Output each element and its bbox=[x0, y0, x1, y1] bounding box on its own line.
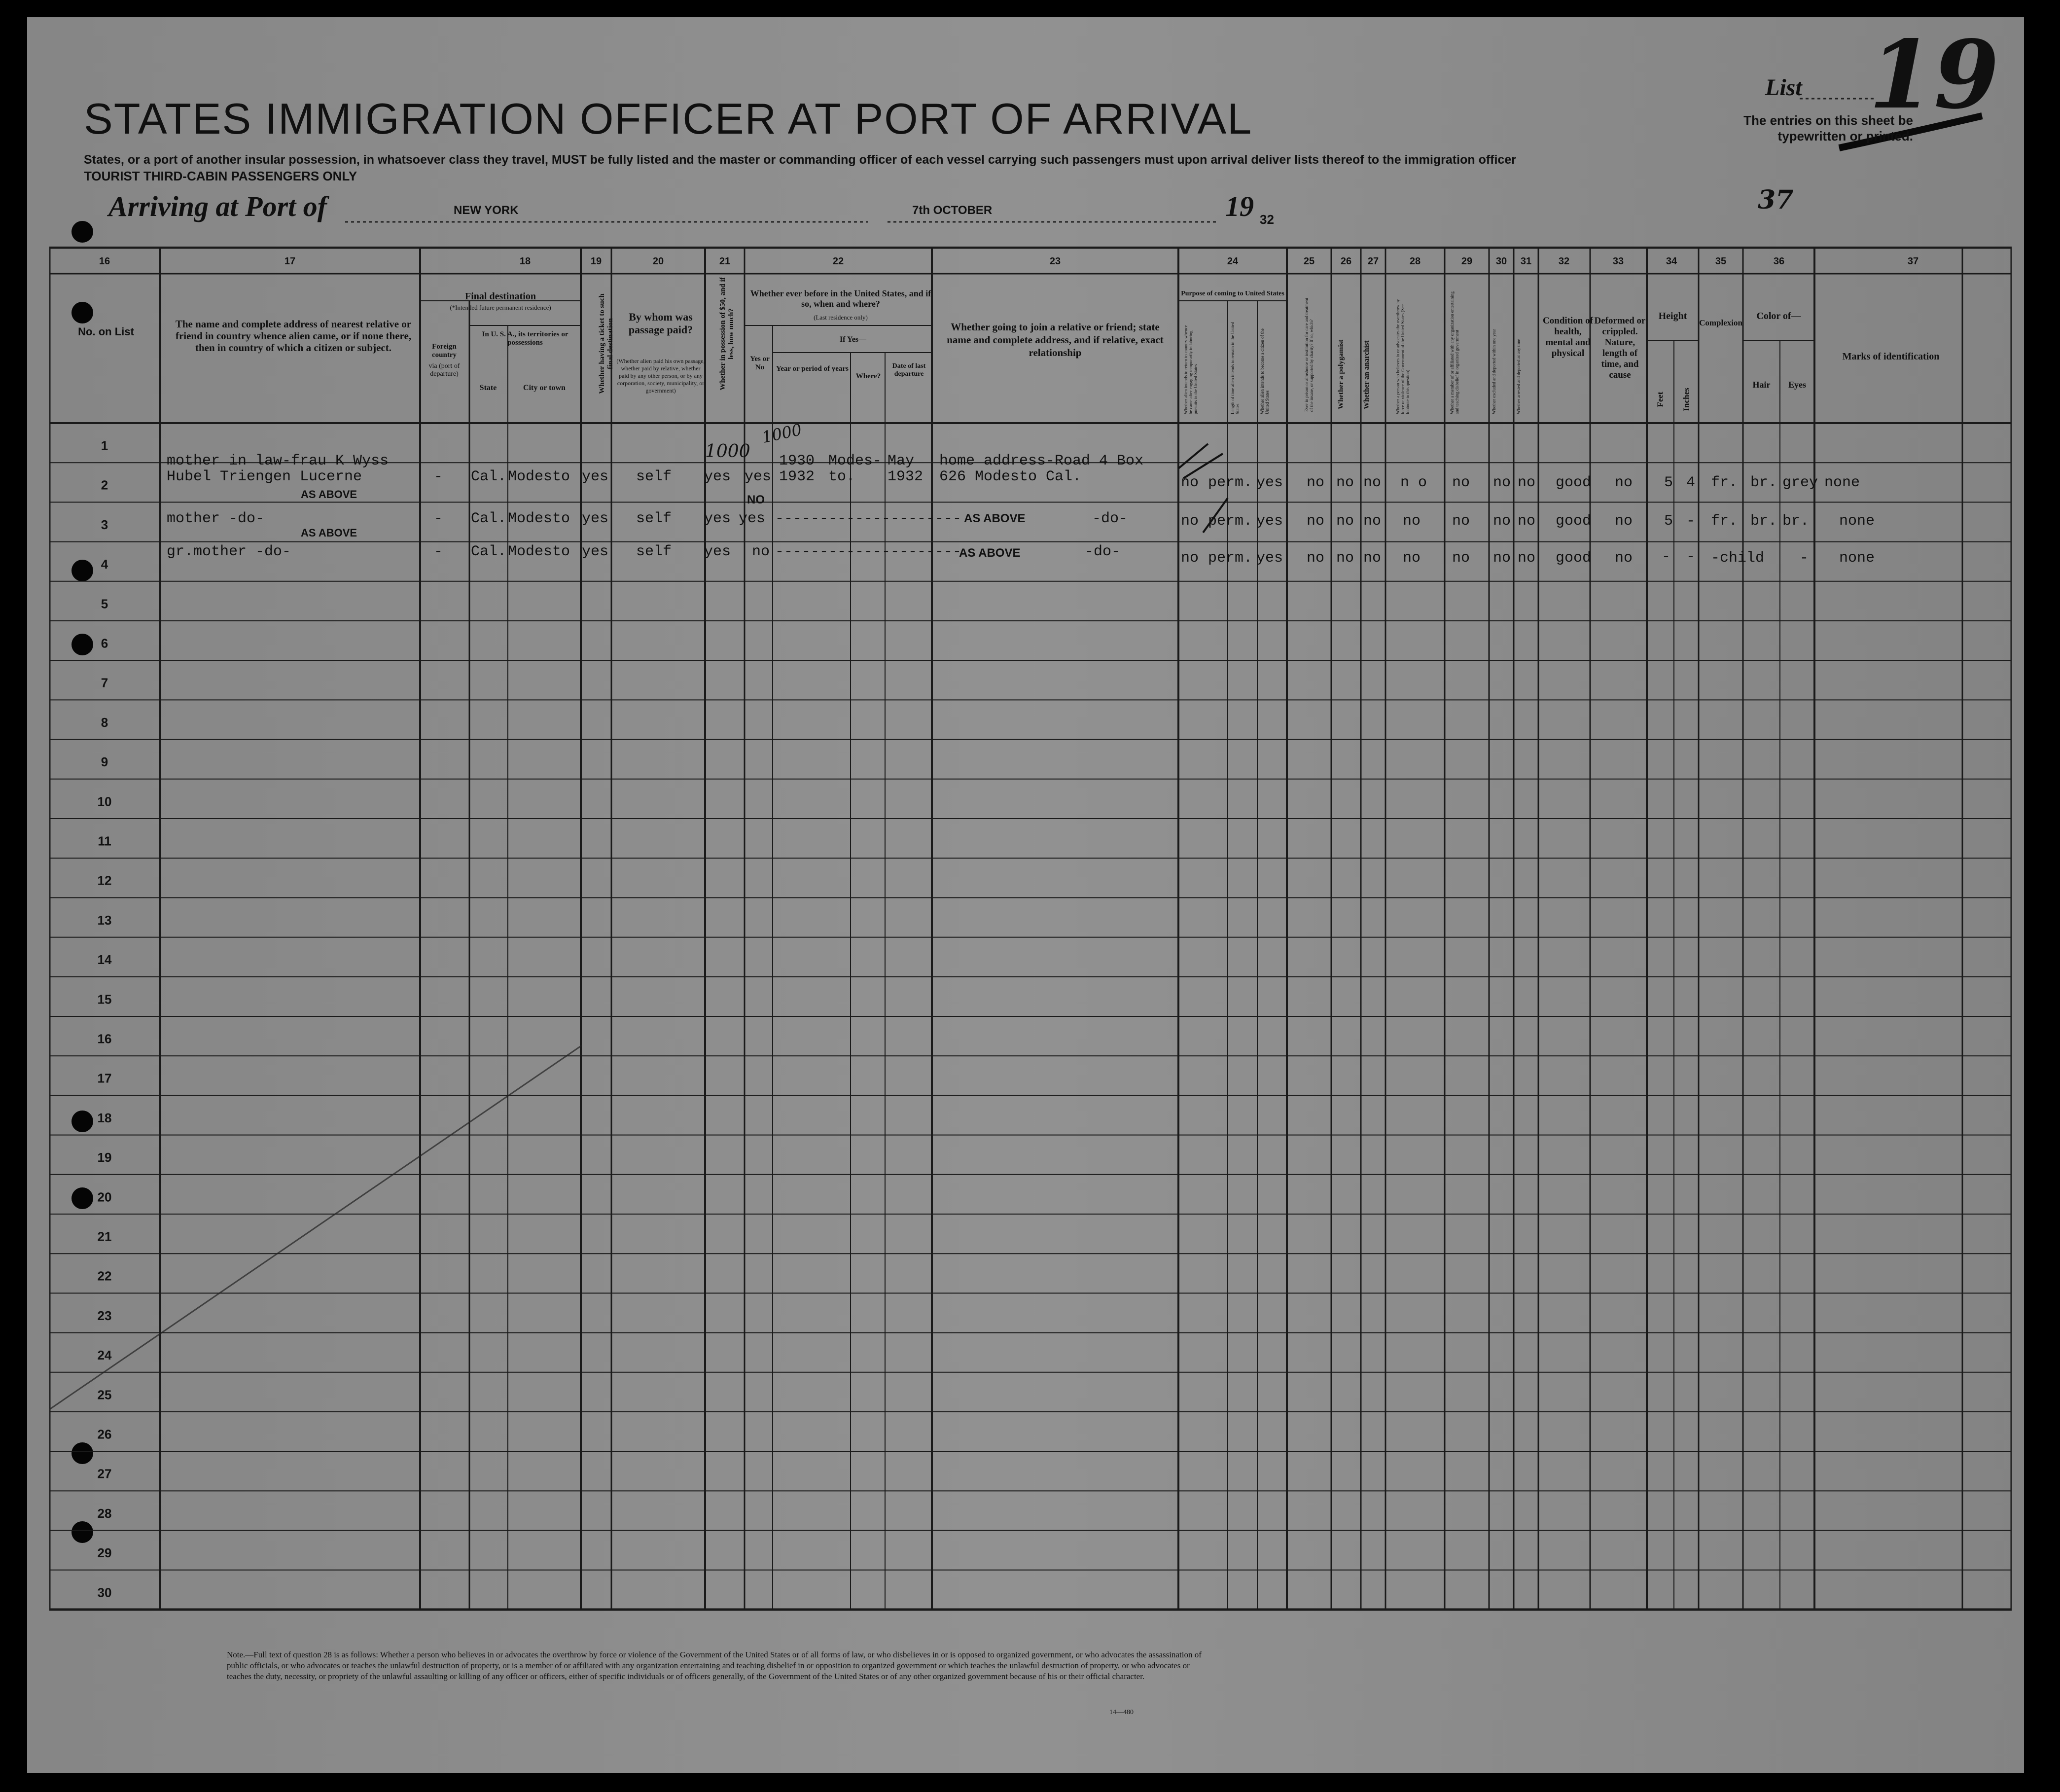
column-number: 22 bbox=[832, 256, 844, 267]
row3-city: Modesto bbox=[508, 543, 570, 560]
row3-above-label: AS ABOVE bbox=[301, 527, 357, 539]
header-feet: Feet bbox=[1655, 392, 1665, 407]
column-number: 16 bbox=[99, 256, 110, 267]
row3-marks: none bbox=[1839, 550, 1875, 567]
row-number: 4 bbox=[101, 557, 108, 572]
row2-q30: no bbox=[1493, 513, 1511, 530]
row1-marks: none bbox=[1824, 474, 1860, 491]
column-number: 20 bbox=[652, 256, 664, 267]
row3-year-dashes: --------------------- bbox=[775, 543, 962, 560]
row2-year-dashes: --------------------- bbox=[775, 510, 962, 527]
header-before-in-us: Whether ever before in the United States, and if so, when and where? bbox=[750, 288, 931, 309]
column-number: 28 bbox=[1409, 256, 1421, 267]
header-ticket: Whether having a ticket to such final destination bbox=[598, 293, 614, 394]
header-money: Whether in possession of $50, and if less, how much? bbox=[719, 277, 735, 391]
header-before-in-us-note: (Last residence only) bbox=[814, 314, 868, 321]
row2-city: Modesto bbox=[508, 510, 570, 527]
row2-state: Cal. bbox=[471, 510, 507, 527]
row1-year: 1930 bbox=[779, 453, 815, 469]
row1-hair: br. bbox=[1750, 474, 1777, 491]
row-number: 26 bbox=[97, 1427, 112, 1442]
row-number: 16 bbox=[97, 1031, 112, 1046]
row2-eyes: br. bbox=[1782, 513, 1810, 530]
row1-eyes: grey bbox=[1782, 474, 1818, 491]
header-state: State bbox=[479, 384, 497, 392]
column-number: 21 bbox=[719, 256, 731, 267]
row2-before: yes bbox=[739, 510, 766, 527]
row-number: 19 bbox=[97, 1150, 112, 1165]
arriving-label: Arriving at Port of bbox=[108, 190, 327, 222]
row3-q30: no bbox=[1493, 550, 1511, 567]
row2-relative: mother -do- bbox=[167, 510, 265, 527]
header-q28: Whether a person who believes in or advocates the overthrow by force or violence of the Government of the United States (See footnote to this question) bbox=[1395, 299, 1410, 414]
row-number: 6 bbox=[101, 636, 108, 651]
row1-where2: to. bbox=[828, 468, 855, 485]
row1-state: Cal. bbox=[471, 468, 507, 485]
header-if-yes: If Yes— bbox=[839, 335, 867, 344]
column-number: 18 bbox=[519, 256, 531, 267]
row1-purpose-b: perm. bbox=[1208, 474, 1253, 491]
row1-deformed: no bbox=[1615, 474, 1633, 491]
header-q30: Whether excluded and deported within one year bbox=[1492, 329, 1496, 414]
row3-anarchist: no bbox=[1363, 550, 1382, 567]
row3-ticket: yes bbox=[582, 543, 609, 560]
row3-joining-do: -do- bbox=[1085, 543, 1121, 560]
header-final-destination: Final destination bbox=[465, 291, 536, 302]
year-suffix: 32 bbox=[1260, 212, 1274, 227]
row1-departure2: 1932 bbox=[888, 468, 923, 485]
column-number: 17 bbox=[284, 256, 296, 267]
row-number: 30 bbox=[97, 1585, 112, 1600]
row-number: 25 bbox=[97, 1387, 112, 1402]
column-number: 30 bbox=[1495, 256, 1507, 267]
header-health: Condition of health, mental and physical bbox=[1543, 316, 1593, 358]
row2-purpose-a: no bbox=[1181, 513, 1199, 530]
row3-money: yes bbox=[704, 543, 731, 560]
row3-foreign: - bbox=[434, 543, 443, 560]
row1-money: yes bbox=[704, 468, 731, 485]
row-number: 10 bbox=[97, 794, 112, 809]
row-number: 1 bbox=[101, 438, 108, 453]
column-number: 36 bbox=[1773, 256, 1785, 267]
row3-before: no bbox=[752, 543, 770, 560]
row1-relative-line1: mother in law-frau K Wyss bbox=[167, 453, 389, 469]
row1-q31: no bbox=[1518, 474, 1536, 491]
row2-foreign: - bbox=[434, 510, 443, 527]
column-number: 33 bbox=[1612, 256, 1624, 267]
row-number: 5 bbox=[101, 596, 108, 611]
row2-anarchist: no bbox=[1363, 513, 1382, 530]
row3-feet: - bbox=[1662, 548, 1671, 565]
column-number: 37 bbox=[1907, 256, 1919, 267]
row-number: 18 bbox=[97, 1110, 112, 1125]
row3-eyes: - bbox=[1800, 550, 1809, 567]
header-foreign-country: Foreign country bbox=[432, 343, 457, 359]
header-eyes: Eyes bbox=[1788, 380, 1806, 390]
column-number: 34 bbox=[1666, 256, 1677, 267]
row3-prison: no bbox=[1307, 550, 1325, 567]
row-number: 7 bbox=[101, 675, 108, 690]
row-number: 9 bbox=[101, 754, 108, 770]
row1-polygamist: no bbox=[1336, 474, 1354, 491]
header-purpose: Purpose of coming to United States bbox=[1181, 290, 1284, 297]
form-code: 14—480 bbox=[1109, 1709, 1134, 1716]
check-marks bbox=[1173, 434, 1247, 542]
header-where: Where? bbox=[855, 372, 881, 380]
column-number: 26 bbox=[1340, 256, 1352, 267]
column-number: 31 bbox=[1520, 256, 1532, 267]
row-number: 28 bbox=[97, 1505, 112, 1521]
row3-deformed: no bbox=[1615, 550, 1633, 567]
column-number: 35 bbox=[1715, 256, 1727, 267]
row1-health: good bbox=[1556, 474, 1592, 491]
row3-paid-by: self bbox=[636, 543, 672, 560]
row2-money: yes bbox=[704, 510, 731, 527]
row-number: 24 bbox=[97, 1348, 112, 1363]
row1-year2: 1932 bbox=[779, 468, 815, 485]
header-foreign-country-note: via (port of departure) bbox=[428, 362, 460, 378]
row3-q28: no bbox=[1403, 550, 1421, 567]
header-height: Height bbox=[1658, 311, 1687, 322]
row1-city: Modesto bbox=[508, 468, 570, 485]
header-instructions: States, or a port of another insular possession, in whatsoever class they travel, MUST be fully listed and the master or commanding officer of each vessel carrying such passengers must upon arrival deliver lists thereof to the immigration officer bbox=[84, 153, 1516, 167]
list-number: 19 bbox=[1869, 20, 1999, 130]
column-number: 24 bbox=[1227, 256, 1239, 267]
row3-polygamist: no bbox=[1336, 550, 1354, 567]
row1-joining-line2: 626 Modesto Cal. bbox=[939, 468, 1082, 485]
handwritten-mark: 37 bbox=[1758, 185, 1794, 215]
row2-inches: - bbox=[1686, 513, 1696, 530]
row-number: 15 bbox=[97, 992, 112, 1007]
year-prefix: 19 bbox=[1225, 190, 1254, 222]
header-joining: Whether going to join a relative or friend; state name and complete address, and if relative, exact relationship bbox=[947, 321, 1164, 358]
row1-foreign: - bbox=[434, 468, 443, 485]
column-number: 29 bbox=[1461, 256, 1473, 267]
row1-purpose-a: no bbox=[1181, 474, 1199, 491]
column-number: 32 bbox=[1558, 256, 1570, 267]
row3-inches: - bbox=[1686, 548, 1696, 565]
row3-q29: no bbox=[1452, 550, 1470, 567]
header-purpose-c: Whether alien intends to become a citizen of the United States bbox=[1260, 328, 1270, 414]
header-q31: Whether arrested and deported at any time bbox=[1516, 339, 1521, 414]
row2-q29: no bbox=[1452, 513, 1470, 530]
header-purpose-b: Length of time alien intends to remain in the United States bbox=[1230, 322, 1240, 414]
header-no-on-list: No. on List bbox=[78, 325, 134, 338]
row3-purpose-b: perm. bbox=[1208, 550, 1253, 567]
row1-feet: 5 bbox=[1664, 474, 1673, 491]
row1-q28: n o bbox=[1400, 474, 1427, 491]
row1-q30: no bbox=[1493, 474, 1511, 491]
row1-where: Modes- bbox=[828, 453, 882, 469]
row3-state: Cal. bbox=[471, 543, 507, 560]
row1-departure: May bbox=[888, 453, 915, 469]
row3-joining: AS ABOVE bbox=[959, 546, 1021, 560]
header-prison: Ever in prison or almshouse or institution for care and treatment of the insane, or supported by charity? If so, which? bbox=[1304, 298, 1314, 412]
row1-purpose-c: yes bbox=[1256, 474, 1283, 491]
header-purpose-a: Whether alien intends to return to country whence he came after engaging temporarily in laboring pursuits in the United States bbox=[1183, 325, 1198, 414]
row-number: 14 bbox=[97, 952, 112, 968]
row2-joining: AS ABOVE bbox=[964, 512, 1026, 525]
row-number: 20 bbox=[97, 1189, 112, 1205]
header-anarchist: Whether an anarchist bbox=[1363, 340, 1371, 409]
header-deformed: Deformed or crippled. Nature, length of time, and cause bbox=[1594, 316, 1646, 380]
row1-inches: 4 bbox=[1686, 474, 1696, 491]
header-year-period: Year or period of years bbox=[776, 365, 849, 373]
row-number: 23 bbox=[97, 1308, 112, 1323]
row2-ticket: yes bbox=[582, 510, 609, 527]
row2-polygamist: no bbox=[1336, 513, 1354, 530]
row-number: 11 bbox=[98, 833, 111, 849]
row2-q28: no bbox=[1403, 513, 1421, 530]
row1-relative-line2: Hubel Triengen Lucerne bbox=[167, 468, 362, 485]
header-city: City or town bbox=[523, 384, 566, 392]
header-color-of: Color of— bbox=[1756, 311, 1801, 322]
row1-prison: no bbox=[1307, 474, 1325, 491]
column-number: 19 bbox=[590, 256, 602, 267]
row3-relative: gr.mother -do- bbox=[167, 543, 291, 560]
page-title: STATES IMMIGRATION OFFICER AT PORT OF ARRIVAL bbox=[84, 94, 1253, 143]
column-number: 25 bbox=[1303, 256, 1315, 267]
row3-purpose-c: yes bbox=[1256, 550, 1283, 567]
header-passage-paid: By whom was passage paid? bbox=[628, 311, 693, 336]
header-marks: Marks of identification bbox=[1842, 351, 1940, 362]
header-final-destination-note: (*Intended future permanent residence) bbox=[450, 304, 551, 311]
row1-q29: no bbox=[1452, 474, 1470, 491]
top-right-note: The entries on this sheet be typewritten or printed. bbox=[1743, 113, 1913, 143]
row1-paid-by: self bbox=[636, 468, 672, 485]
row2-hair: br. bbox=[1750, 513, 1777, 530]
row1-joining-line1: home address-Road 4 Box bbox=[939, 453, 1144, 469]
column-number: 27 bbox=[1367, 256, 1379, 267]
header-hair: Hair bbox=[1752, 380, 1771, 390]
row-number: 22 bbox=[97, 1268, 112, 1284]
header-inches: Inches bbox=[1681, 388, 1691, 411]
row1-money-handwritten: 1000 bbox=[705, 441, 750, 462]
row3-purpose-a: no bbox=[1181, 550, 1199, 567]
row2-before-correction: NO bbox=[747, 493, 765, 506]
row3-health: good bbox=[1556, 550, 1592, 567]
header-in-usa: In U. S. A., its territories or possessions bbox=[482, 330, 568, 347]
header-yes-or-no: Yes or No bbox=[750, 355, 770, 371]
row-number: 13 bbox=[97, 912, 112, 928]
port-name: NEW YORK bbox=[454, 204, 519, 217]
column-number: 23 bbox=[1049, 256, 1061, 267]
header-q29: Whether a member of or affiliated with any organization entertaining and teaching disbelief in organized government bbox=[1450, 291, 1459, 414]
header-relative-address: The name and complete address of nearest relative or friend in country whence alien came, or if none there, then in country of which a citizen or subject. bbox=[175, 318, 412, 354]
row2-health: good bbox=[1556, 513, 1592, 530]
row3-q31: no bbox=[1518, 550, 1536, 567]
row-number: 27 bbox=[97, 1466, 112, 1481]
class-line: TOURIST THIRD-CABIN PASSENGERS ONLY bbox=[84, 169, 357, 183]
header-complexion: Complexion bbox=[1699, 318, 1742, 327]
row-number: 21 bbox=[97, 1229, 112, 1244]
row2-paid-by: self bbox=[636, 510, 672, 527]
row1-before: yes bbox=[745, 468, 772, 485]
row-number: 12 bbox=[97, 873, 112, 888]
row-number: 29 bbox=[97, 1545, 112, 1561]
row-number: 17 bbox=[97, 1071, 112, 1086]
row2-prison: no bbox=[1307, 513, 1325, 530]
row1-anarchist: no bbox=[1363, 474, 1382, 491]
footnote-question-28: Note.—Full text of question 28 is as follows: Whether a person who believes in or advocates the overthrow by force or violence of the Government of the United States or of all forms of law, or who disbelieves in or is opposed to organized government, or who advocates the assassination of public officials, or who advocates or teaches the unlawful destruction of property, or is a member of or affiliated with any organization entertaining and teaching disbelief in or opposition to organized government or which teaches the unlawful destruction of property, or who advocates or teaches the duty, necessity, or propriety of the unlawful assaulting or killing of any officer or officers, either of specific individuals or of officers generally, of the Government of the United States or of any other organized government because of his or their official character. bbox=[227, 1650, 1202, 1681]
row1-ticket: yes bbox=[582, 468, 609, 485]
row2-above-label: AS ABOVE bbox=[301, 488, 357, 501]
arrival-date: 7th OCTOBER bbox=[912, 204, 993, 217]
row2-joining-do: -do- bbox=[1092, 510, 1128, 527]
row2-q31: no bbox=[1518, 513, 1536, 530]
header-date-departure: Date of last departure bbox=[892, 362, 926, 378]
row-number: 8 bbox=[101, 715, 108, 730]
row2-feet: 5 bbox=[1664, 513, 1673, 530]
row2-money-handwritten: 1000 bbox=[760, 420, 804, 447]
row2-complexion: fr. bbox=[1711, 513, 1738, 530]
row1-complexion: fr. bbox=[1711, 474, 1738, 491]
row3-complexion: -child bbox=[1711, 550, 1765, 567]
row2-purpose-c: yes bbox=[1256, 513, 1283, 530]
row-number: 2 bbox=[101, 477, 108, 493]
header-passage-paid-note: (Whether alien paid his own passage, whether paid by relative, whether paid by any other person, or by any corporation, society, municipality, or government) bbox=[616, 358, 705, 394]
list-label: List bbox=[1765, 74, 1802, 101]
header-polygamist: Whether a polygamist bbox=[1337, 339, 1345, 409]
row2-marks: none bbox=[1839, 513, 1875, 530]
row2-purpose-b: perm. bbox=[1208, 513, 1253, 530]
row-number: 3 bbox=[101, 517, 108, 532]
row2-deformed: no bbox=[1615, 513, 1633, 530]
